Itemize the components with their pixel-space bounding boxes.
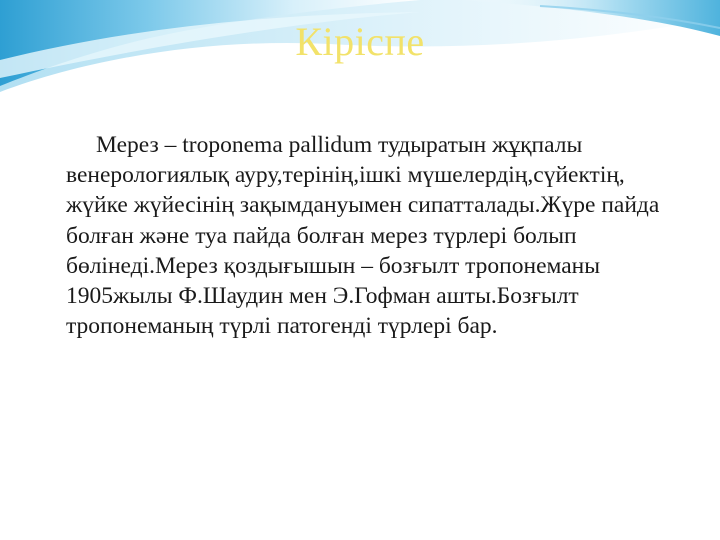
slide-title: Кіріспе — [295, 19, 425, 64]
slide-paragraph: Мерез – troponema pallidum тудыратын жұқпалы венерологиялық ауру,терінің,ішкі мүшелердің,сүйектің, жүйке жүйесінің зақымдануымен сипатталады.Жүре пайда болған және туа пайда болған мерез түрлері болып бөлінеді.Мерез қоздығышын – бозғылт тропонеманы 1905жылы Ф.Шаудин мен Э.Гофман ашты.Бозғылт тропонеманың түрлі патогенді түрлері бар. — [66, 132, 660, 340]
